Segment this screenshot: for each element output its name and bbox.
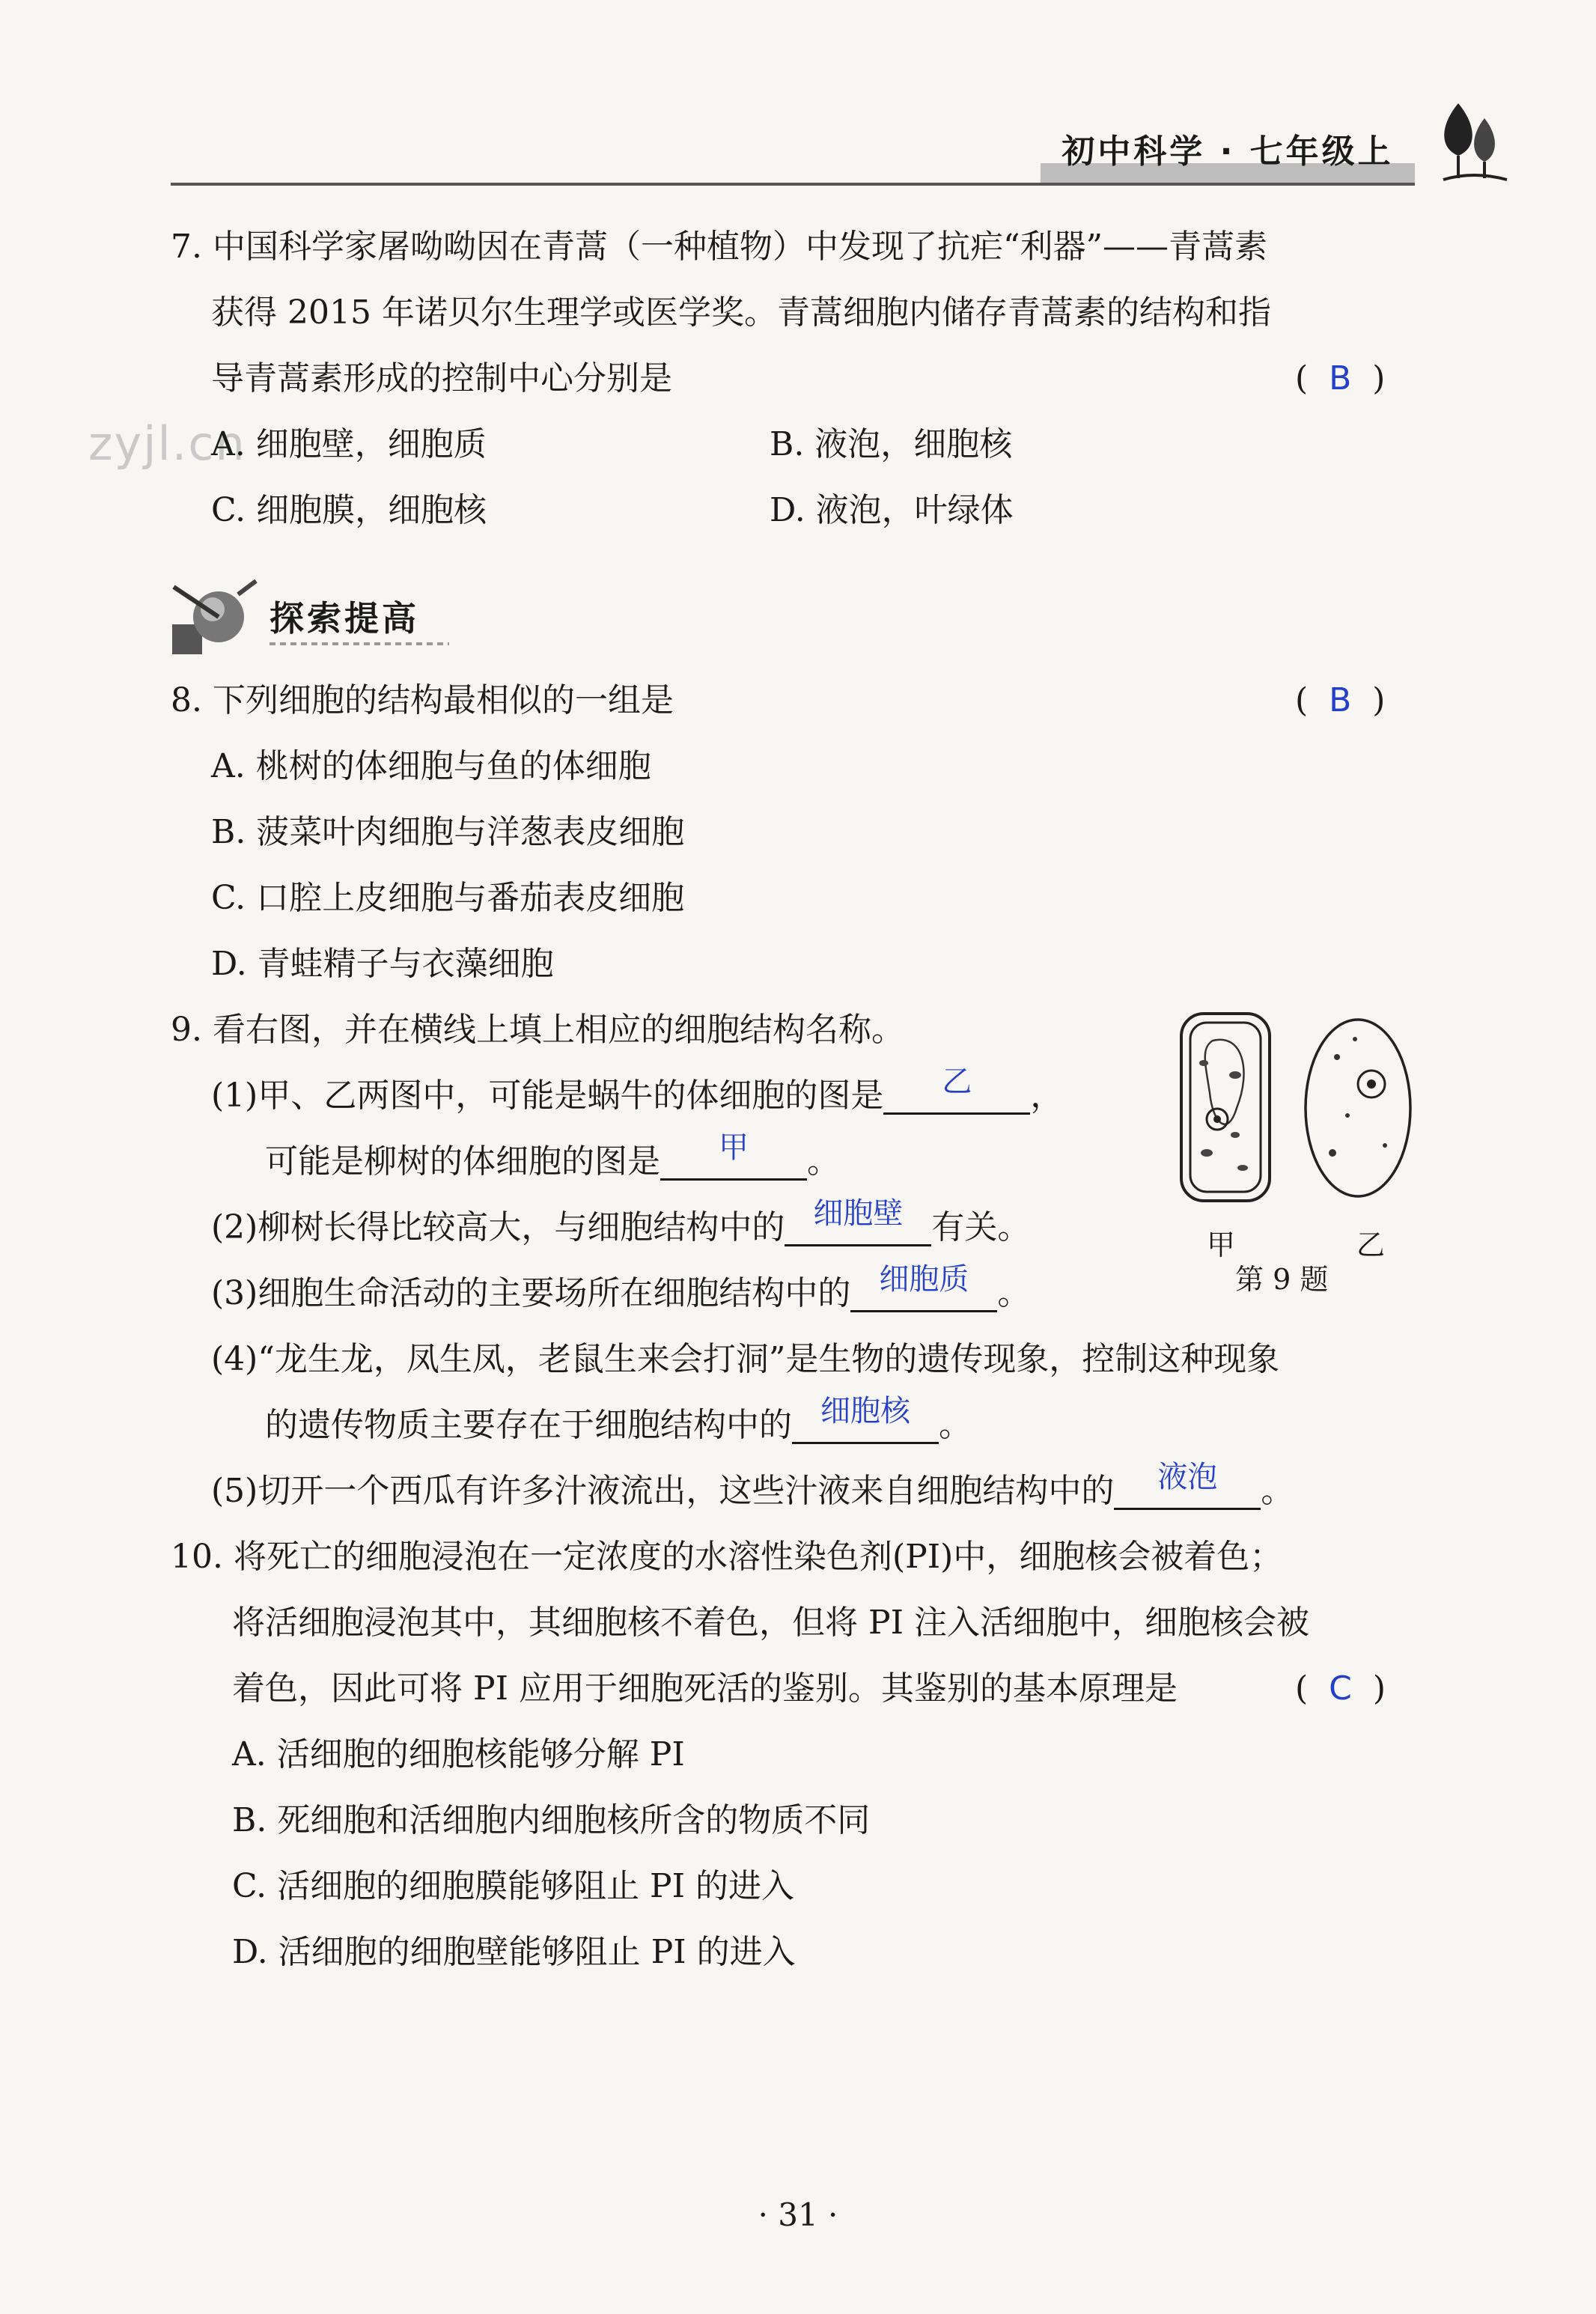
q9-answer-5: 液泡	[1157, 1460, 1218, 1494]
q9-part-1a	[211, 1065, 1064, 1118]
q9-cell-figure	[1168, 1003, 1422, 1228]
section-title: 探索提高	[269, 598, 419, 639]
q8-option-b: B. 菠菜叶肉细胞与洋葱表皮细胞	[211, 813, 685, 851]
q9-part-1b-text: 可能是柳树的体细胞的图是	[265, 1142, 660, 1181]
q8-option-d: D. 青蛙精子与衣藻细胞	[211, 945, 554, 983]
q9-part-2-end: 有关。	[931, 1208, 1031, 1246]
q10-option-b: B. 死细胞和活细胞内细胞核所含的物质不同	[232, 1801, 871, 1839]
q10-option-d: D. 活细胞的细胞壁能够阻止 PI 的进入	[232, 1933, 796, 1971]
q9-part-2-text: (2)柳树长得比较高大，与细胞结构中的	[211, 1208, 785, 1246]
q9-answer-3: 细胞质	[879, 1262, 969, 1297]
q9-part-4b	[265, 1394, 972, 1448]
q9-part-2	[211, 1196, 1031, 1250]
section-underline	[269, 642, 449, 645]
q9-part-5-end: 。	[1261, 1472, 1294, 1510]
q8-option-c: C. 口腔上皮细胞与番茄表皮细胞	[211, 879, 685, 917]
explore-section-icon	[166, 572, 264, 662]
q9-answer-4: 细胞核	[820, 1394, 910, 1428]
header-rule	[171, 183, 1415, 186]
q9-part-5-text: (5)切开一个西瓜有许多汁液流出，这些汁液来自细胞结构中的	[211, 1472, 1115, 1510]
q9-blank-2	[785, 1196, 931, 1246]
page-header-title: 初中科学 · 七年级上	[1062, 133, 1394, 171]
q9-blank-1a	[883, 1065, 1030, 1115]
page-number: · 31 ·	[758, 2196, 838, 2233]
q9-part-1b-end: 。	[807, 1142, 840, 1181]
q10-stem-line-3: 着色，因此可将 PI 应用于细胞死活的鉴别。其鉴别的基本原理是	[232, 1669, 1178, 1708]
q8-option-a: A. 桃树的体细胞与鱼的体细胞	[211, 747, 651, 785]
q9-blank-1b	[660, 1130, 807, 1181]
q9-blank-4	[792, 1394, 939, 1444]
figure-label-jia: 甲	[1207, 1228, 1236, 1261]
q7-stem-line-1: 7. 中国科学家屠呦呦因在青蒿（一种植物）中发现了抗疟“利器”——青蒿素	[171, 228, 1267, 266]
q7-option-a: A. 细胞壁，细胞质	[211, 425, 487, 463]
q9-part-1a-text: (1)甲、乙两图中，可能是蜗牛的体细胞的图是	[211, 1077, 884, 1115]
q8-answer: B	[1329, 681, 1352, 719]
q9-answer-2: 细胞壁	[813, 1196, 904, 1231]
q9-part-4b-text: 的遗传物质主要存在于细胞结构中的	[265, 1406, 792, 1444]
q7-answer: B	[1329, 359, 1352, 398]
q9-part-3-end: 。	[997, 1274, 1031, 1312]
q7-stem-line-3: 导青蒿素形成的控制中心分别是	[211, 359, 672, 398]
q7-stem-line-2: 获得 2015 年诺贝尔生理学或医学奖。青蒿细胞内储存青蒿素的结构和指	[211, 293, 1271, 332]
figure-caption: 第 9 题	[1235, 1263, 1329, 1296]
q10-answer: C	[1329, 1669, 1352, 1708]
q10-stem-line-2: 将活细胞浸泡其中，其细胞核不着色，但将 PI 注入活细胞中，细胞核会被	[232, 1604, 1309, 1642]
tree-logo-icon	[1436, 96, 1511, 186]
q9-part-3-text: (3)细胞生命活动的主要场所在细胞结构中的	[211, 1274, 851, 1312]
q9-part-3	[211, 1262, 1031, 1316]
q10-stem-line-1: 10. 将死亡的细胞浸泡在一定浓度的水溶性染色剂(PI)中，细胞核会被着色；	[171, 1538, 1283, 1576]
q9-part-1a-end: ，	[1030, 1077, 1064, 1115]
q7-option-d: D. 液泡，叶绿体	[770, 491, 1014, 529]
animal-cell-drawing	[1306, 1020, 1410, 1196]
q9-answer-1b: 甲	[719, 1130, 749, 1165]
q9-part-5	[211, 1460, 1294, 1514]
q7-option-b: B. 液泡，细胞核	[770, 425, 1013, 463]
q9-part-1b	[265, 1130, 840, 1184]
plant-cell-drawing	[1181, 1014, 1270, 1201]
q8-answer-bracket: ( B )	[1295, 681, 1386, 719]
q10-option-c: C. 活细胞的细胞膜能够阻止 PI 的进入	[232, 1867, 795, 1905]
q10-option-a: A. 活细胞的细胞核能够分解 PI	[232, 1735, 685, 1773]
q9-stem: 9. 看右图，并在横线上填上相应的细胞结构名称。	[171, 1011, 904, 1049]
q9-part-4b-end: 。	[939, 1406, 972, 1444]
q9-blank-5	[1114, 1460, 1261, 1510]
q7-answer-bracket: ( B )	[1295, 359, 1386, 398]
q8-stem: 8. 下列细胞的结构最相似的一组是	[171, 681, 674, 719]
q9-part-4a: (4)“龙生龙，凤生凤，老鼠生来会打洞”是生物的遗传现象，控制这种现象	[211, 1340, 1280, 1378]
figure-label-yi: 乙	[1356, 1228, 1386, 1261]
q10-answer-bracket: ( C )	[1295, 1669, 1386, 1708]
watermark: zyjl.cn	[88, 416, 246, 471]
q9-answer-1a: 乙	[942, 1065, 972, 1099]
q9-blank-3	[850, 1262, 997, 1312]
q7-option-c: C. 细胞膜，细胞核	[211, 491, 487, 529]
